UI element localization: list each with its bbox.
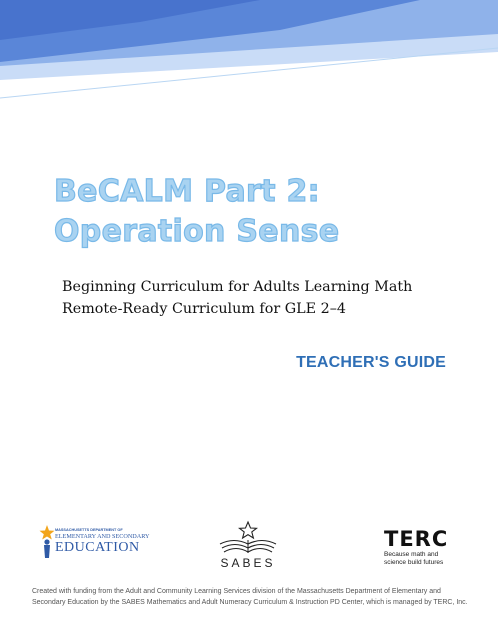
title-line-1: BeCALM Part 2:: [54, 174, 320, 209]
terc-wordmark: TERC: [384, 527, 449, 551]
ese-line-small: MASSACHUSETTS DEPARTMENT OF: [55, 528, 123, 532]
ese-line-mid: ELEMENTARY AND SECONDARY: [55, 533, 150, 540]
terc-tagline-2: science build futures: [384, 559, 444, 566]
terc-logo: [384, 528, 464, 572]
ese-logo: [38, 524, 148, 566]
open-book-icon: [212, 520, 284, 556]
terc-tagline-1: Because math and: [384, 551, 439, 558]
ese-logo-text: [55, 528, 151, 555]
subtitle-line-2: Remote-Ready Curriculum for GLE 2–4: [62, 301, 346, 317]
document-subtitle: [62, 276, 482, 320]
title-line-2: Operation Sense: [54, 214, 340, 249]
subtitle-line-1: Beginning Curriculum for Adults Learning Math: [62, 279, 413, 295]
teachers-guide-label: TEACHER'S GUIDE: [296, 354, 446, 371]
funding-credit: Created with funding from the Adult and Community Learning Services division of the Massachusetts Department of Elementary and Secondary Education by the SABES Mathematics and Adult Numeracy Curriculum & Instruction PD Center, which is managed by TERC, Inc.: [32, 588, 468, 606]
star-figure-icon: [38, 524, 56, 560]
sabes-wordmark: SABES: [220, 556, 276, 570]
header-banner: [0, 0, 498, 110]
sabes-logo: [212, 520, 284, 576]
document-title: [54, 172, 484, 252]
ese-line-big: EDUCATION: [55, 540, 140, 555]
